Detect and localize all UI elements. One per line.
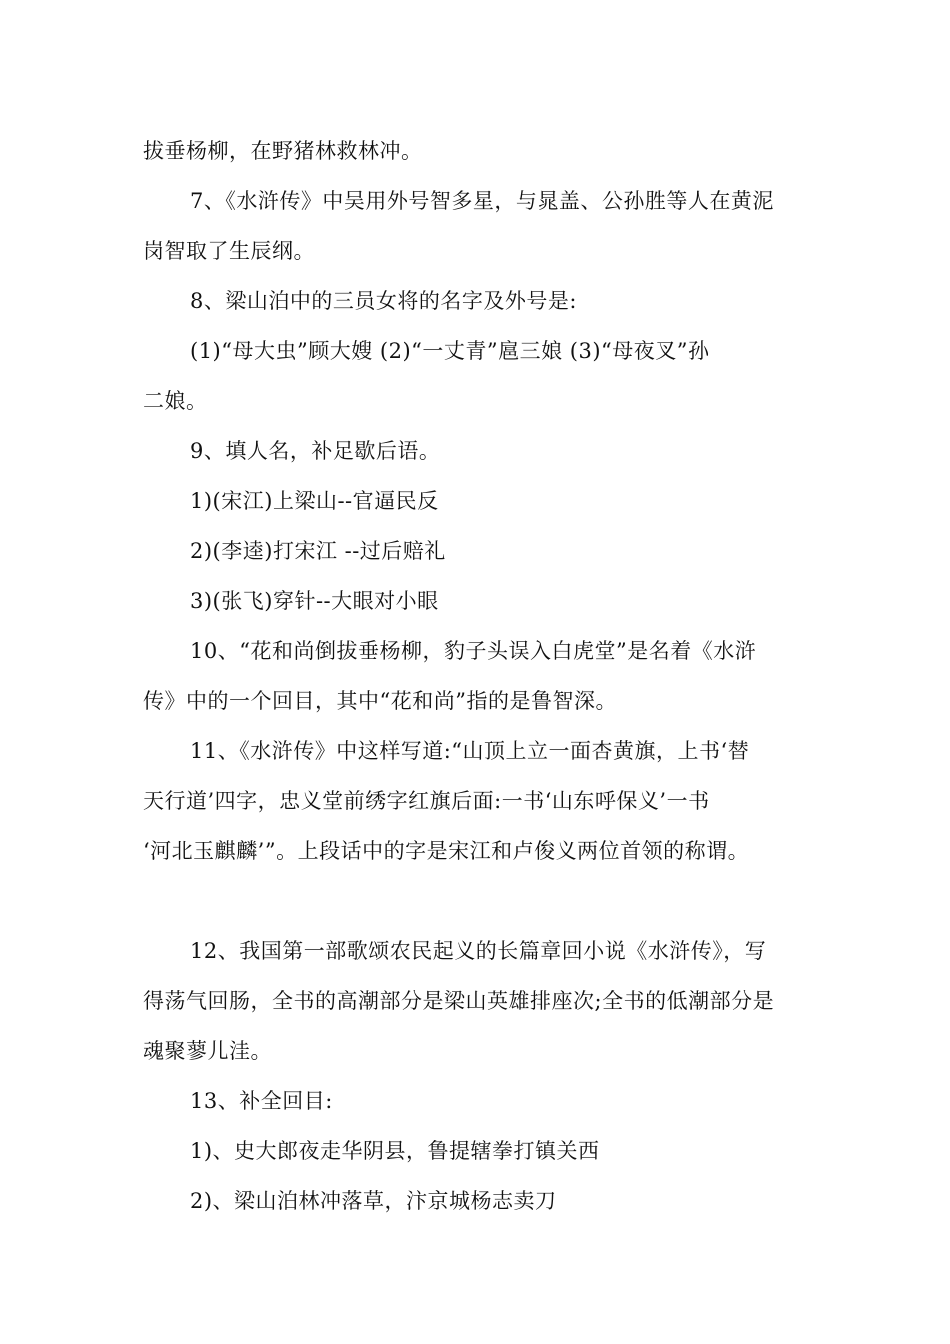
text-line: 魂聚蓼儿洼。 [143,1039,272,1063]
text-line: 拔垂杨柳，在野猪林救林冲。 [143,139,423,163]
text-line: 2)、梁山泊林冲落草，汴京城杨志卖刀 [190,1189,557,1213]
text-line: 2)(李逵)打宋江 --过后赔礼 [190,539,446,563]
text-line: ‘河北玉麒麟’”。上段话中的字是宋江和卢俊义两位首领的称谓。 [143,839,750,863]
text-line: 10、“花和尚倒拔垂杨柳，豹子头误入白虎堂”是名着《水浒 [190,639,757,663]
text-line: 岗智取了生辰纲。 [143,239,315,263]
text-line: 1)、史大郎夜走华阴县，鲁提辖拳打镇关西 [190,1139,600,1163]
text-line: 11、《水浒传》中这样写道:“山顶上立一面杏黄旗，上书‘替 [190,739,750,763]
text-line: 天行道’四字，忠义堂前绣字红旗后面:一书‘山东呼保义’一书 [143,789,710,813]
text-line: 3)(张飞)穿针--大眼对小眼 [190,589,439,613]
text-line: 8、梁山泊中的三员女将的名字及外号是: [190,289,577,313]
text-line: 传》中的一个回目，其中“花和尚”指的是鲁智深。 [143,689,617,713]
text-line: 13、补全回目: [190,1089,333,1113]
text-line: 7、《水浒传》中吴用外号智多星，与晁盖、公孙胜等人在黄泥 [190,189,774,213]
text-line: 9、填人名，补足歇后语。 [190,439,441,463]
text-line: 二娘。 [143,389,208,413]
text-line: 12、我国第一部歌颂农民起义的长篇章回小说《水浒传》，写 [190,939,767,963]
text-line: (1)“母大虫”顾大嫂 (2)“一丈青”扈三娘 (3)“母夜叉”孙 [190,339,710,363]
text-line: 得荡气回肠，全书的高潮部分是梁山英雄排座次;全书的低潮部分是 [143,989,775,1013]
text-line: 1)(宋江)上梁山--官逼民反 [190,489,439,513]
